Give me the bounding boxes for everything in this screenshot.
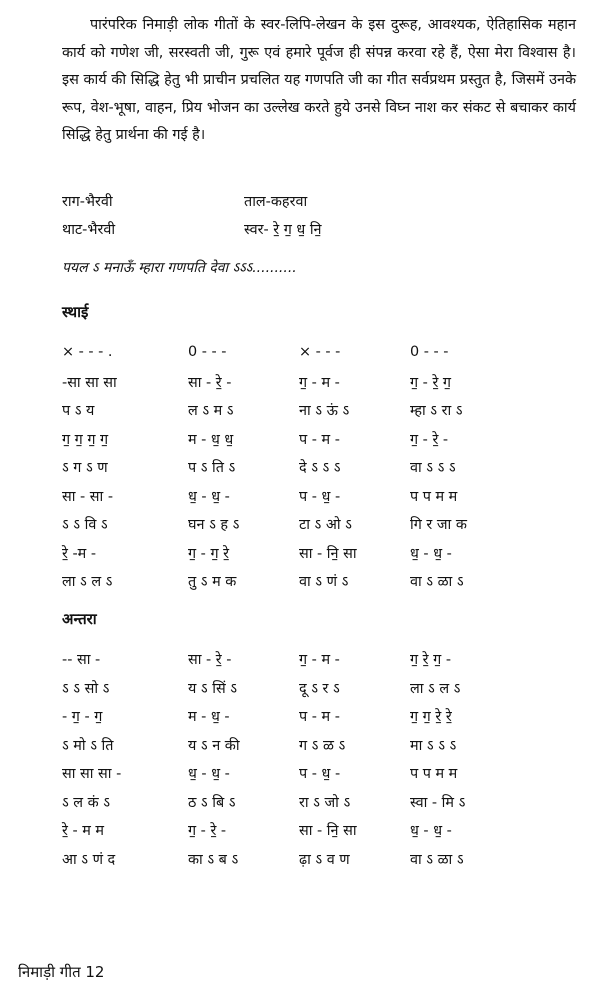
sthayi-cell: वा ऽ णं ऽ — [299, 574, 349, 590]
sthayi-cell: प - ध॒ - — [299, 488, 341, 505]
antara-cell: मा ऽ ऽ ऽ — [410, 737, 457, 754]
sthayi-heading: स्थाई — [62, 303, 89, 321]
antara-row — [62, 764, 542, 790]
sthayi-cell: × - - - — [299, 344, 341, 360]
sthayi-cell: सा - सा - — [62, 488, 114, 505]
sthayi-cell: सा - रे॒ - — [188, 374, 232, 391]
sthayi-row — [62, 515, 542, 541]
antara-cell: ऽ ऽ सो ऽ — [62, 680, 110, 697]
thaat-label: थाट-भैरवी — [62, 222, 116, 238]
raag-label: राग-भैरवी — [62, 194, 113, 210]
antara-cell: सा - नि॒ सा — [299, 823, 357, 839]
antara-cell: ग ऽ ळ ऽ — [299, 737, 346, 754]
sthayi-row — [62, 430, 542, 456]
antara-cell: य ऽ न की — [188, 737, 240, 754]
swar-label: स्वर- रे॒ ग॒ ध॒ नि॒ — [244, 222, 322, 238]
sthayi-cell: ग॒ - म - — [299, 374, 340, 391]
antara-cell: रे॒ - म म — [62, 823, 105, 839]
antara-cell: ध॒ - ध॒ - — [410, 823, 452, 839]
antara-row — [62, 850, 542, 876]
antara-cell: रा ऽ जो ऽ — [299, 794, 351, 811]
antara-cell: ध॒ - ध॒ - — [188, 766, 230, 782]
antara-row — [62, 793, 542, 819]
meta-row-2 — [62, 220, 512, 244]
taal-label: ताल-कहरवा — [244, 194, 308, 210]
antara-cell: सा सा सा - — [62, 766, 122, 782]
sthayi-cell: घन ऽ ह ऽ — [188, 517, 240, 533]
antara-cell: ढ़ा ऽ व ण — [299, 851, 350, 868]
antara-cell: प - म - — [299, 709, 340, 725]
sthayi-cell: ध॒ - ध॒ - — [188, 488, 230, 505]
sthayi-cell: ग॒ - रे॒ - — [410, 431, 449, 448]
sthayi-row — [62, 373, 542, 399]
sthayi-row — [62, 401, 542, 427]
antara-cell: ग॒ रे॒ ग॒ - — [410, 652, 452, 668]
sthayi-cell: वा ऽ ळा ऽ — [410, 574, 464, 590]
song-first-line: पयल ऽ मनाऊँ म्हारा गणपति देवा ऽऽऽ.......... — [62, 260, 297, 276]
sthayi-cell: वा ऽ ऽ ऽ — [410, 460, 456, 476]
sthayi-cell: टा ऽ ओ ऽ — [299, 517, 352, 533]
antara-row — [62, 707, 542, 733]
antara-cell: सा - रे॒ - — [188, 652, 232, 668]
sthayi-cell: ला ऽ ल ऽ — [62, 574, 113, 590]
antara-cell: ऽ मो ऽ ति — [62, 737, 114, 754]
sthayi-cell: ग॒ - रे॒ ग॒ — [410, 374, 452, 391]
antara-cell: आ ऽ णं द — [62, 851, 116, 868]
sthayi-cell: प प म म — [410, 488, 458, 505]
sthayi-cell: 0 - - - — [188, 344, 227, 360]
antara-cell: ठ ऽ बि ऽ — [188, 794, 236, 811]
antara-cell: प प म म — [410, 766, 458, 782]
page-footer: निमाड़ी गीत 12 — [18, 963, 105, 981]
sthayi-cell: रे॒ -म - — [62, 545, 97, 562]
sthayi-cell: म्हा ऽ रा ऽ — [410, 403, 463, 419]
antara-cell: स्वा - मि ऽ — [410, 794, 466, 811]
antara-cell: दू ऽ र ऽ — [299, 680, 340, 697]
sthayi-cell: म - ध॒ ध॒ — [188, 431, 234, 448]
sthayi-row — [62, 344, 542, 370]
sthayi-row — [62, 487, 542, 513]
sthayi-cell: ऽ ऽ वि ऽ — [62, 517, 108, 533]
sthayi-cell: गि र जा क — [410, 517, 467, 533]
intro-paragraph: पारंपरिक निमाड़ी लोक गीतों के स्वर-लिपि-लेखन के इस दुरूह, आवश्यक, ऐतिहासिक महान कार्य को गणेश जी, सरस्वती जी, गुरू एवं हमारे पूर्वज ही संपन्न करवा रहे हैं, ऐसा मेरा विश्वास है। इस कार्य की सिद्धि हेतु भी प्राचीन प्रचलित यह गणपति जी का गीत सर्वप्रथम प्रस्तुत है, जिसमें उनके रूप, वेश-भूषा, वाहन, प्रिय भोजन का उल्लेख करते हुये उनसे विघ्न नाश कर संकट से बचाकर कार्य सिद्धि हेतु प्रार्थना की गई है। — [62, 17, 576, 143]
sthayi-cell: प ऽ य — [62, 403, 95, 419]
sthayi-cell: प - म - — [299, 431, 340, 448]
antara-cell: ग॒ - रे॒ - — [188, 823, 227, 839]
antara-cell: - ग॒ - ग॒ — [62, 709, 103, 725]
antara-heading: अन्तरा — [62, 610, 97, 628]
antara-row — [62, 821, 542, 847]
antara-cell: य ऽ सिं ऽ — [188, 680, 237, 697]
sthayi-cell: -सा सा सा — [62, 374, 117, 391]
meta-row-1 — [62, 192, 512, 216]
sthayi-cell: सा - नि॒ सा — [299, 545, 357, 562]
sthayi-row — [62, 572, 542, 598]
antara-cell: ग॒ - म - — [299, 652, 340, 668]
sthayi-cell: 0 - - - — [410, 344, 449, 360]
sthayi-cell: ग॒ - ग॒ रे॒ — [188, 545, 230, 562]
antara-cell: प - ध॒ - — [299, 766, 341, 782]
antara-cell: ऽ ल कं ऽ — [62, 794, 110, 811]
sthayi-cell: × - - - . — [62, 344, 113, 360]
sthayi-row — [62, 458, 542, 484]
antara-cell: ला ऽ ल ऽ — [410, 680, 461, 697]
antara-row — [62, 679, 542, 705]
antara-cell: का ऽ ब ऽ — [188, 851, 239, 868]
sthayi-cell: ध॒ - ध॒ - — [410, 545, 452, 562]
sthayi-cell: ना ऽ ऊं ऽ — [299, 403, 350, 419]
sthayi-cell: तु ऽ म क — [188, 574, 237, 590]
antara-cell: म - ध॒ - — [188, 709, 230, 725]
antara-row — [62, 736, 542, 762]
sthayi-cell: ल ऽ म ऽ — [188, 403, 234, 419]
sthayi-cell: ऽ ग ऽ ण — [62, 460, 108, 476]
antara-cell: -- सा - — [62, 652, 101, 668]
sthayi-cell: दे ऽ ऽ ऽ — [299, 460, 341, 476]
antara-row — [62, 650, 542, 676]
sthayi-cell: प ऽ ति ऽ — [188, 460, 236, 476]
antara-cell: वा ऽ ळा ऽ — [410, 851, 464, 868]
antara-cell: ग॒ ग॒ रे॒ रे॒ — [410, 709, 452, 725]
sthayi-cell: ग॒ ग॒ ग॒ ग॒ — [62, 431, 109, 448]
sthayi-row — [62, 544, 542, 570]
